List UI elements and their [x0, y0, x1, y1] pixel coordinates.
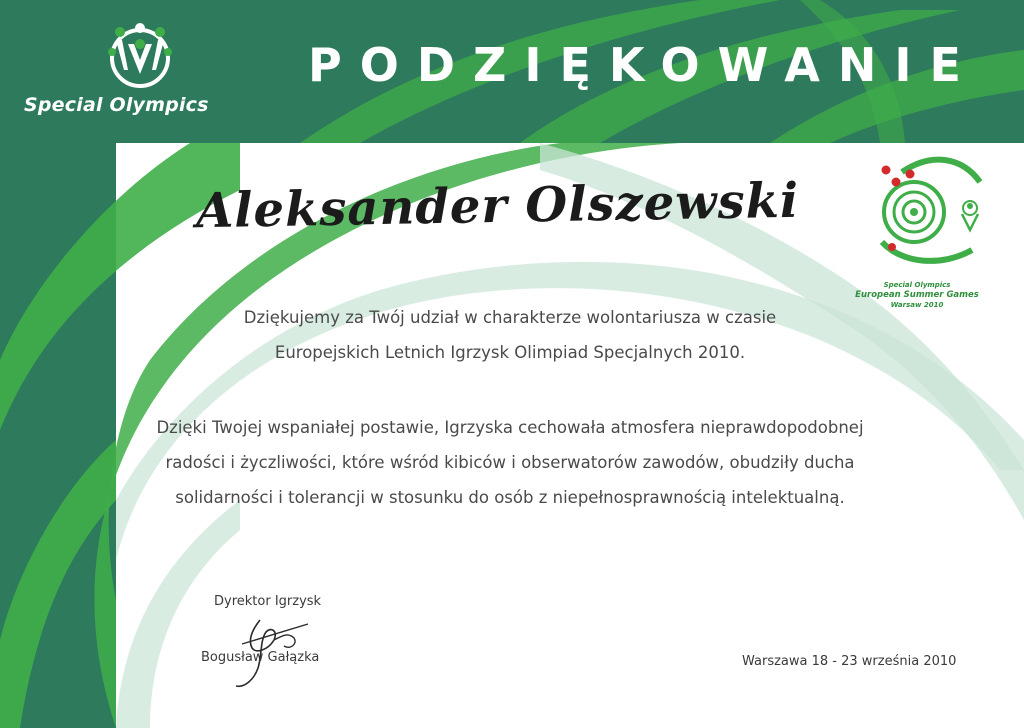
signatory-name: Bogusław Gałązka — [201, 650, 320, 665]
special-olympics-logo-text: Special Olympics — [24, 94, 209, 116]
thanks-paragraph-1 — [130, 300, 890, 370]
paragraph-line: radości i życzliwości, które wśród kibiców i obserwatorów zawodów, obudziły ducha — [165, 453, 855, 472]
paragraph-line: Europejskich Letnich Igrzysk Olimpiad Specjalnych 2010. — [274, 343, 746, 362]
games-emblem-line2: European Summer Games — [855, 290, 979, 300]
signatory-role: Dyrektor Igrzysk — [214, 594, 322, 609]
date-place: Warszawa 18 - 23 września 2010 — [742, 654, 957, 669]
certificate-title: PODZIĘKOWANIE — [308, 38, 979, 92]
paragraph-line: Dziękujemy za Twój udział w charakterze wolontariusza w czasie — [243, 308, 777, 327]
paragraph-line: Dzięki Twojej wspaniałej postawie, Igrzyska cechowała atmosfera nieprawdopodobnej — [156, 418, 864, 437]
games-emblem-line3: Warsaw 2010 — [890, 301, 944, 309]
european-summer-games-emblem — [862, 152, 1002, 270]
thanks-paragraph-2 — [130, 410, 890, 515]
recipient-name: Aleksander Olszewski — [195, 172, 800, 240]
games-emblem-line1: Special Olympics — [883, 281, 951, 289]
paragraph-line: solidarności i tolerancji w stosunku do osób z niepełnosprawnością intelektualną. — [175, 488, 845, 507]
